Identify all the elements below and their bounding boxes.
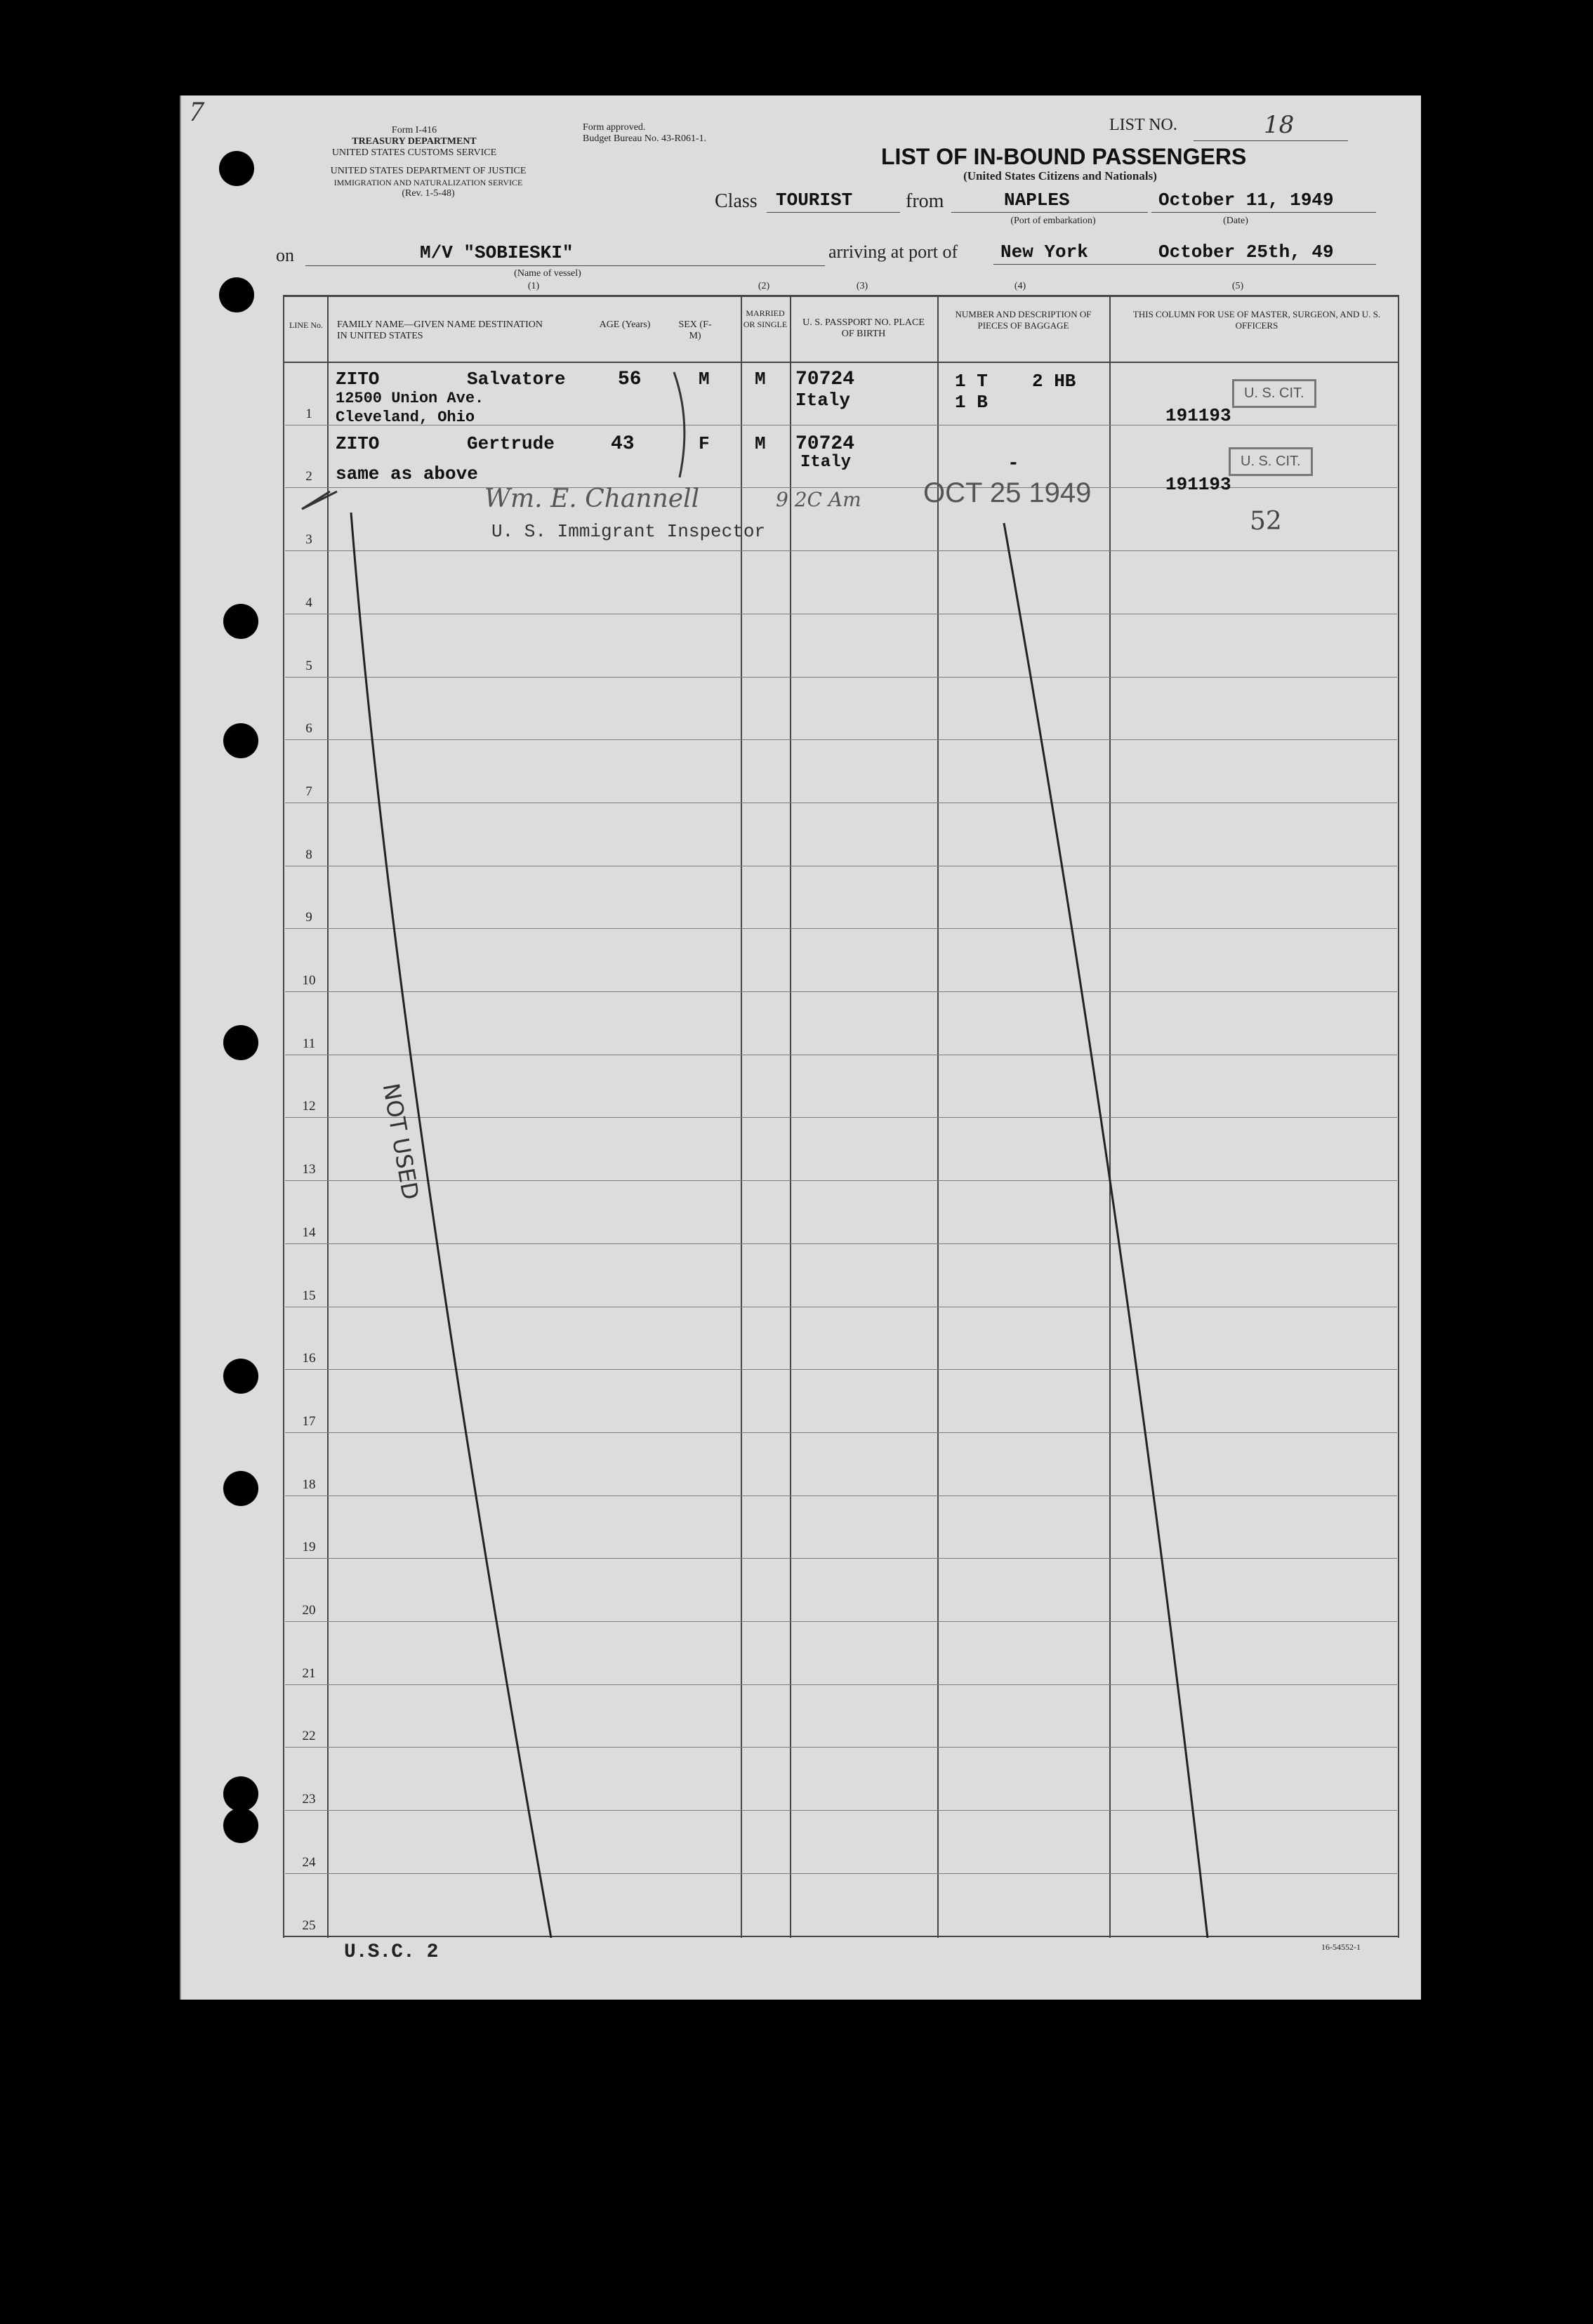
checkmark (302, 491, 337, 509)
line-number: 5 (305, 659, 312, 673)
inspector-signature: Wm. E. Channell (484, 484, 700, 513)
passenger-family-name: ZITO (336, 369, 380, 390)
departure-date: October 11, 1949 (1158, 190, 1334, 211)
line-number: 20 (302, 1603, 316, 1618)
service-name: UNITED STATES CUSTOMS SERVICE (331, 147, 497, 158)
inspection-time: 9 2C Am (776, 488, 861, 511)
line-number: 4 (305, 595, 312, 610)
passport-number: 70724 (795, 433, 855, 455)
passenger-marital-status: M (755, 433, 766, 454)
on-label: on (276, 245, 294, 265)
inspection-count: 52 (1250, 507, 1282, 536)
passenger-family-name: ZITO (336, 433, 380, 454)
from-value: NAPLES (1004, 190, 1070, 211)
port-of-embarkation-caption: (Port of embarkation) (1010, 216, 1096, 226)
footer-print-code: 16-54552-1 (1321, 1942, 1361, 1952)
line-number: 12 (302, 1099, 316, 1114)
line-number: 21 (302, 1666, 316, 1681)
column-number: (3) (856, 281, 868, 291)
page-corner-mark: 7 (190, 95, 204, 127)
date-caption: (Date) (1223, 216, 1248, 226)
inspection-date-stamp: OCT 25 1949 (923, 477, 1092, 508)
inspector-title: U. S. Immigrant Inspector (491, 521, 766, 542)
budget-bureau-number: Budget Bureau No. 43-R061-1. (583, 133, 707, 144)
line-number: 24 (302, 1855, 316, 1870)
line-number: 16 (302, 1351, 316, 1366)
line-number: 19 (302, 1540, 316, 1554)
bottom-code: U.S.C. 2 (344, 1941, 439, 1963)
line-number: 23 (302, 1792, 316, 1807)
form-title: LIST OF IN-BOUND PASSENGERS (881, 144, 1247, 169)
passport-number: 70724 (795, 369, 855, 390)
line-number: 17 (302, 1414, 316, 1429)
line-number: 15 (302, 1288, 316, 1303)
passenger-sex: F (699, 433, 710, 454)
line-number: 14 (302, 1225, 316, 1240)
passenger-address-line: 12500 Union Ave. (336, 390, 484, 407)
list-number-value: 18 (1264, 111, 1295, 139)
from-label: from (906, 190, 944, 212)
header-baggage: NUMBER AND DESCRIPTION OF PIECES OF BAGGAGE (955, 309, 1092, 331)
form-subtitle: (United States Citizens and Nationals) (963, 169, 1157, 183)
line-number: 10 (302, 973, 316, 988)
header-name: FAMILY NAME—GIVEN NAME DESTINATION IN UNITED STATES (337, 319, 543, 341)
cross-out-line (1004, 523, 1208, 1938)
passenger-sex: M (699, 369, 710, 390)
header-age: AGE (Years) (599, 319, 651, 330)
passenger-age: 43 (611, 433, 635, 455)
line-number: 6 (305, 721, 312, 736)
baggage-count: - (1007, 453, 1019, 475)
column-number: (4) (1014, 281, 1026, 291)
bracket (674, 372, 685, 477)
place-of-birth: Italy (795, 390, 851, 411)
us-citizen-stamp: U. S. CIT. (1232, 379, 1316, 408)
immigration-service: IMMIGRATION AND NATURALIZATION SERVICE (333, 178, 523, 187)
vessel-name: M/V "SOBIESKI" (420, 242, 574, 263)
passenger-given-name: Salvatore (467, 369, 566, 390)
header-officers: THIS COLUMN FOR USE OF MASTER, SURGEON, AND U. S. OFFICERS (1132, 309, 1381, 331)
passenger-marital-status: M (755, 369, 766, 390)
vessel-name-caption: (Name of vessel) (514, 268, 581, 279)
cross-out-line (351, 513, 551, 1938)
us-citizen-stamp: U. S. CIT. (1229, 447, 1313, 476)
baggage-count: 1 T (955, 371, 988, 392)
officer-code: 191193 (1165, 474, 1231, 495)
column-number: (1) (527, 281, 540, 291)
passenger-address-line: same as above (336, 463, 478, 484)
line-number: 22 (302, 1729, 316, 1743)
column-number: (2) (758, 281, 770, 291)
line-number: 7 (305, 784, 312, 799)
line-number: 3 (305, 532, 312, 547)
arrival-port: New York (1000, 242, 1088, 263)
line-number: 13 (302, 1162, 316, 1177)
class-label: Class (715, 190, 758, 212)
header-passport: U. S. PASSPORT NO. PLACE OF BIRTH (802, 317, 925, 339)
header-married: MARRIED OR SINGLE (743, 308, 788, 329)
department-name: TREASURY DEPARTMENT (352, 136, 477, 147)
baggage-count: 2 HB (1032, 371, 1076, 392)
passenger-age: 56 (618, 369, 642, 390)
class-value: TOURIST (776, 190, 853, 211)
column-number: (5) (1231, 281, 1244, 291)
baggage-count: 1 B (955, 392, 988, 413)
arrival-date: October 25th, 49 (1158, 242, 1334, 263)
form-approved: Form approved. (583, 122, 646, 133)
header-sex: SEX (F-M) (678, 319, 712, 341)
not-used-annotation: NOT USED (377, 1081, 425, 1202)
revision-date: (Rev. 1-5-48) (402, 188, 455, 199)
officer-code: 191193 (1165, 405, 1231, 426)
header-line-no: LINE No. (289, 320, 323, 330)
form-number: Form I-416 (391, 125, 437, 136)
line-number: 18 (302, 1477, 316, 1492)
passenger-address-line: Cleveland, Ohio (336, 409, 475, 426)
line-number: 2 (305, 469, 312, 484)
line-number: 8 (305, 847, 312, 862)
passenger-given-name: Gertrude (467, 433, 555, 454)
place-of-birth: Italy (800, 453, 852, 472)
arriving-label: arriving at port of (828, 242, 958, 262)
justice-department: UNITED STATES DEPARTMENT OF JUSTICE (330, 166, 527, 176)
line-number: 11 (302, 1036, 316, 1051)
list-number-label: LIST NO. (1109, 116, 1177, 134)
line-number: 25 (302, 1918, 316, 1933)
line-number: 1 (305, 407, 312, 421)
line-number: 9 (305, 910, 312, 925)
